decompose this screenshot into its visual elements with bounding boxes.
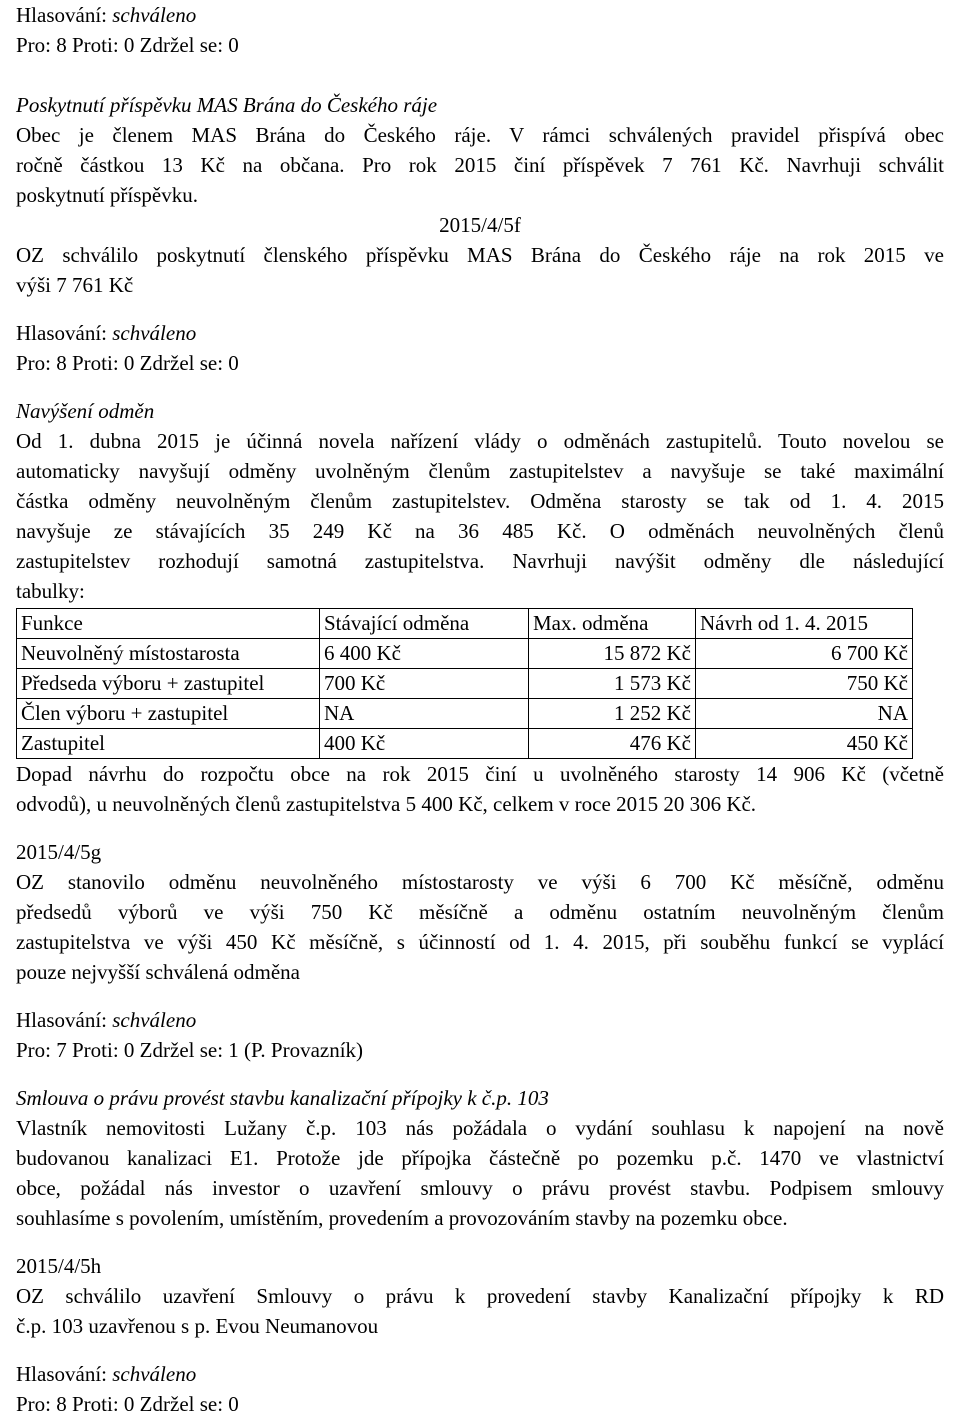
paragraph-line: tabulky:	[16, 579, 85, 603]
table-cell: Člen výboru + zastupitel	[17, 699, 320, 729]
table-cell: 6 400 Kč	[320, 639, 529, 669]
table-header-cell: Max. odměna	[529, 609, 696, 639]
vote-status: Hlasování: schváleno	[16, 321, 197, 345]
vote-status-value: schváleno	[112, 1362, 197, 1386]
vote-result: Pro: 8 Proti: 0 Zdržel se: 0	[16, 33, 239, 57]
paragraph-line: Obec je členem MAS Brána do Českého ráje. V rámci schválených pravidel přispívá obec	[16, 123, 944, 147]
table-cell: 1 252 Kč	[529, 699, 696, 729]
table-header-row	[17, 609, 913, 639]
resolution-line: č.p. 103 uzavřenou s p. Evou Neumanovou	[16, 1314, 379, 1338]
table-row	[17, 639, 913, 669]
table-cell: 1 573 Kč	[529, 669, 696, 699]
table-row	[17, 669, 913, 699]
vote-status-value: schváleno	[112, 3, 197, 27]
paragraph-line: zastupitelstev rozhodují samotná zastupitelstva. Navrhuji navýšit odměny dle následující	[16, 549, 944, 573]
resolution-line: OZ stanovilo odměnu neuvolněného místostarosty ve výši 6 700 Kč měsíčně, odměnu	[16, 870, 944, 894]
resolution-line: výši 7 761 Kč	[16, 273, 134, 297]
table-cell: NA	[320, 699, 529, 729]
paragraph-line: částka odměny neuvolněným členům zastupitelstev. Odměna starosty se tak od 1. 4. 2015	[16, 489, 944, 513]
vote-status-value: schváleno	[112, 321, 197, 345]
resolution-line: předsedů výborů ve výši 750 Kč měsíčně a odměnu ostatním neuvolněným členům	[16, 900, 944, 924]
resolution-id: 2015/4/5h	[16, 1254, 102, 1278]
paragraph-line: obce, požádal nás investor o uzavření smlouvy o právu provést stavbu. Podpisem smlouvy	[16, 1176, 944, 1200]
paragraph-line: ročně částkou 13 Kč na občana. Pro rok 2015 činí příspěvek 7 761 Kč. Navrhuji schválit	[16, 153, 944, 177]
table-cell: Předseda výboru + zastupitel	[17, 669, 320, 699]
resolution-line: OZ schválilo uzavření Smlouvy o právu k provedení stavby Kanalizační přípojky k RD	[16, 1284, 944, 1308]
table-cell: Neuvolněný místostarosta	[17, 639, 320, 669]
section-heading-mas: Poskytnutí příspěvku MAS Brána do Českého ráje	[16, 93, 438, 117]
paragraph-line: Od 1. dubna 2015 je účinná novela nařízení vlády o odměnách zastupitelů. Touto novelou se	[16, 429, 944, 453]
table-row	[17, 699, 913, 729]
table-header-cell: Stávající odměna	[320, 609, 529, 639]
paragraph-line: automaticky navyšují odměny uvolněným členům zastupitelstev a navyšuje se také maximální	[16, 459, 944, 483]
vote-status-value: schváleno	[112, 1008, 197, 1032]
paragraph-line: Vlastník nemovitosti Lužany č.p. 103 nás požádala o vydání souhlasu k napojení na nově	[16, 1116, 944, 1140]
vote-status: Hlasování: schváleno	[16, 3, 197, 27]
vote-result: Pro: 8 Proti: 0 Zdržel se: 0	[16, 351, 239, 375]
table-header-cell: Funkce	[17, 609, 320, 639]
table-cell: 476 Kč	[529, 729, 696, 759]
table-cell: 6 700 Kč	[696, 639, 913, 669]
vote-status: Hlasování: schváleno	[16, 1362, 197, 1386]
section-heading-smlouva: Smlouva o právu provést stavbu kanalizační přípojky k č.p. 103	[16, 1086, 549, 1110]
table-cell: NA	[696, 699, 913, 729]
vote-result: Pro: 8 Proti: 0 Zdržel se: 0	[16, 1392, 239, 1416]
resolution-line: OZ schválilo poskytnutí členského příspěvku MAS Brána do Českého ráje na rok 2015 ve	[16, 243, 944, 267]
resolution-line: zastupitelstva ve výši 450 Kč měsíčně, s účinností od 1. 4. 2015, při souběhu funkcí se vyplácí	[16, 930, 944, 954]
paragraph-line: souhlasíme s povolením, umístěním, provedením a provozováním stavby na pozemku obce.	[16, 1206, 788, 1230]
resolution-line: pouze nejvyšší schválená odměna	[16, 960, 300, 984]
table-cell: 750 Kč	[696, 669, 913, 699]
paragraph-line: budovanou kanalizaci E1. Protože jde přípojka částečně po pozemku p.č. 1470 ve vlastnictví	[16, 1146, 944, 1170]
table-cell: Zastupitel	[17, 729, 320, 759]
resolution-id: 2015/4/5f	[439, 213, 521, 237]
table-cell: 15 872 Kč	[529, 639, 696, 669]
vote-result: Pro: 7 Proti: 0 Zdržel se: 1 (P. Provazník)	[16, 1038, 364, 1062]
table-cell: 700 Kč	[320, 669, 529, 699]
paragraph-line: navyšuje ze stávajících 35 249 Kč na 36 485 Kč. O odměnách neuvolněných členů	[16, 519, 944, 543]
paragraph-line: odvodů), u neuvolněných členů zastupitelstva 5 400 Kč, celkem v roce 2015 20 306 Kč.	[16, 792, 757, 816]
resolution-id: 2015/4/5g	[16, 840, 102, 864]
table-cell: 450 Kč	[696, 729, 913, 759]
odmeny-table	[16, 608, 913, 759]
table-cell: 400 Kč	[320, 729, 529, 759]
vote-status: Hlasování: schváleno	[16, 1008, 197, 1032]
section-heading-odmeny: Navýšení odměn	[16, 399, 155, 423]
paragraph-line: Dopad návrhu do rozpočtu obce na rok 2015 činí u uvolněného starosty 14 906 Kč (včetně	[16, 762, 944, 786]
table-header-cell: Návrh od 1. 4. 2015	[696, 609, 913, 639]
table-row	[17, 729, 913, 759]
paragraph-line: poskytnutí příspěvku.	[16, 183, 198, 207]
